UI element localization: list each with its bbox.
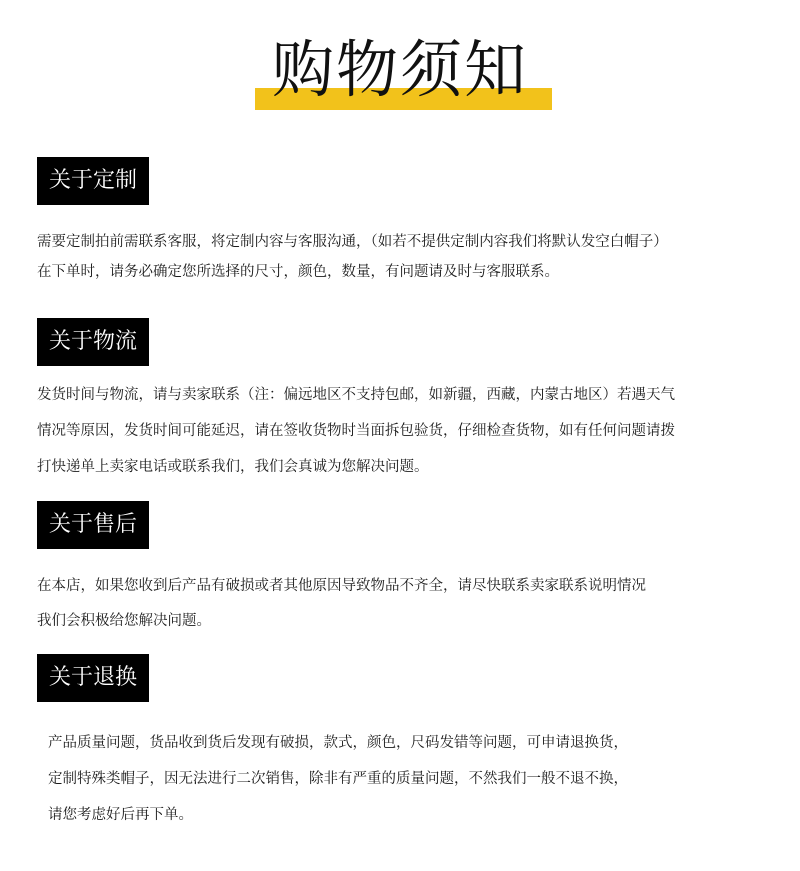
logistics-text-line: 打快递单上卖家电话或联系我们，我们会真诚为您解决问题。 <box>37 459 429 475</box>
after-sales-text-line: 我们会积极给您解决问题。 <box>37 613 211 629</box>
logistics-text-line: 发货时间与物流，请与卖家联系（注：偏远地区不支持包邮，如新疆，西藏，内蒙古地区）若遇天气 <box>37 387 675 403</box>
page-title: 购物须知 <box>271 33 528 106</box>
section-heading-returns: 关于退换 <box>37 654 149 702</box>
section-heading-after-sales: 关于售后 <box>37 501 149 549</box>
page-title-block <box>0 28 800 112</box>
returns-text-line: 请您考虑好后再下单。 <box>48 807 193 823</box>
custom-text-line: 在下单时，请务必确定您所选择的尺寸，颜色，数量，有问题请及时与客服联系。 <box>37 264 559 280</box>
section-heading-custom: 关于定制 <box>37 157 149 205</box>
section-heading-logistics: 关于物流 <box>37 318 149 366</box>
after-sales-text-line: 在本店，如果您收到后产品有破损或者其他原因导致物品不齐全，请尽快联系卖家联系说明情况 <box>37 578 646 594</box>
logistics-text-line: 情况等原因，发货时间可能延迟，请在签收货物时当面拆包验货，仔细检查货物，如有任何问题请拨 <box>37 423 675 439</box>
custom-text-line: 需要定制拍前需联系客服，将定制内容与客服沟通，（如若不提供定制内容我们将默认发空白帽子） <box>37 234 668 250</box>
returns-text-line: 定制特殊类帽子，因无法进行二次销售，除非有严重的质量问题，不然我们一般不退不换， <box>48 771 628 787</box>
returns-text-line: 产品质量问题，货品收到货后发现有破损，款式，颜色，尺码发错等问题，可申请退换货， <box>48 735 628 751</box>
